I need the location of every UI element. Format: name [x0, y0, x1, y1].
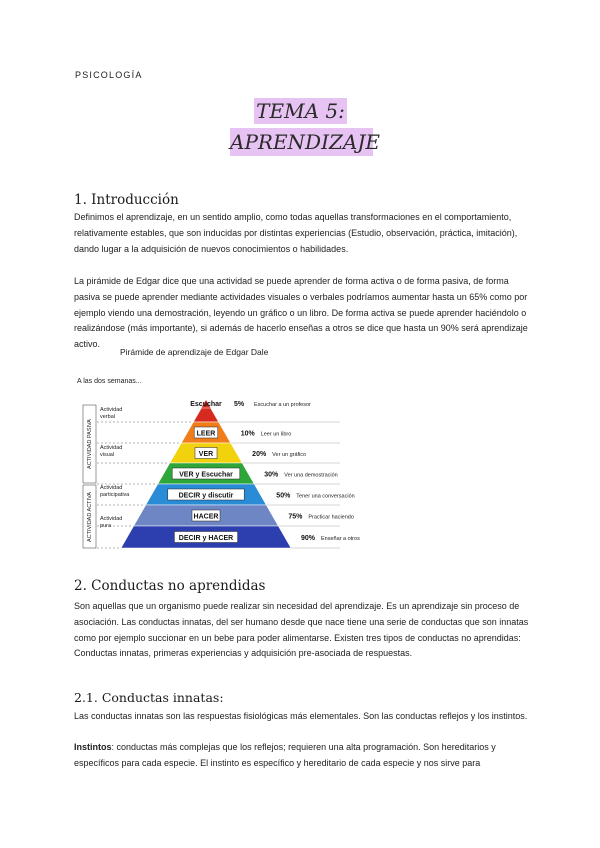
conductas-heading: 2. Conductas no aprendidas	[74, 578, 266, 594]
intro-paragraph-2: La pirámide de Edgar dice que una actividad se puede aprender de forma activa o de forma pasiva, de forma pasiva se puede aprender mediante actividades visuales o verbales podríamos aumentar hasta un 65% como por ejemplo viendo una demostración, leyendo un gráfico o un libro. De forma activa se puede aprender haciéndolo o realizándose (más importante), si además de hacerlo enseñas a otros se dice que hasta un 90% será aprendizaje activo.	[74, 276, 528, 350]
group-label-2: verbal	[100, 414, 115, 420]
level-percent: 10%	[240, 430, 255, 438]
level-label: Escuchar	[190, 401, 222, 408]
level-percent: 30%	[264, 471, 279, 479]
level-description: Enseñar a otros	[321, 536, 360, 542]
level-description: Leer un libro	[260, 431, 292, 438]
instintos-paragraph	[74, 740, 534, 772]
pyramid-band-1	[193, 408, 218, 422]
group-label: Actividad	[100, 516, 123, 522]
instintos-label: Instintos	[74, 742, 112, 752]
intro-paragraph-1: Definimos el aprendizaje, en un sentido amplio, como todas aquellas transformaciones en el comportamiento, relativamente estables, que son inducidas por distintas experiencias (Estudio, observación, práctica, imitación), dando lugar a la adquisición de nuevos conocimientos o habilidades.	[74, 212, 518, 254]
tema-title-box	[254, 98, 347, 124]
level-label: LEER	[196, 430, 216, 438]
level-percent: 90%	[301, 535, 316, 542]
level-description: Ver un gráfico	[272, 452, 307, 458]
instintos-text: : conductas más complejas que los reflejos; requieren una alta programación. Son hereditarios y específicos para cada especie. El instinto es específico y hereditario de cada especie y nos sirve para	[74, 742, 496, 768]
topic-title-box	[230, 128, 380, 156]
level-label: VER y Escuchar	[179, 471, 233, 479]
level-label: DECIR y HACER	[178, 535, 234, 542]
level-percent: 20%	[252, 451, 267, 458]
subject-header: PSICOLOGÍA	[75, 70, 143, 80]
level-description: Practicar haciendo	[308, 514, 354, 521]
topic-title: APRENDIZAJE	[230, 130, 380, 154]
level-label: HACER	[193, 513, 219, 521]
group-label-2: participativa	[100, 492, 130, 498]
level-description: Escuchar a un profesor	[254, 402, 311, 408]
group-label: Actividad	[100, 407, 123, 413]
side-label-passive: ACTIVIDAD PASIVA	[87, 419, 93, 469]
group-label: Actividad	[100, 485, 123, 491]
pyramid-shapes	[83, 400, 360, 548]
conductas-paragraph: Son aquellas que un organismo puede realizar sin necesidad del aprendizaje. Es un aprendizaje sin proceso de asociación. Las conductas innatas, del ser humano desde que nace tiene una serie de conductas que son innatas como por ejemplo succionar en un bebe para poder alimentarse. Existen tres tipos de conductas no aprendidas: Conductas innatas, primeras experiencias y adquisición pre-asociada de respuestas.	[74, 601, 529, 659]
level-label: DECIR y discutir	[178, 492, 234, 500]
intro-heading: 1. Introducción	[74, 192, 179, 208]
level-percent: 50%	[276, 492, 291, 500]
side-label-active: ACTIVIDAD ACTIVA	[87, 491, 93, 543]
group-label: Actividad	[100, 445, 123, 451]
group-label-2: pura	[100, 523, 112, 529]
innatas-heading: 2.1. Conductas innatas:	[74, 690, 224, 705]
edgar-dale-pyramid-figure	[75, 345, 375, 550]
tema-number: TEMA 5:	[256, 99, 345, 123]
level-description: Ver una demostración	[284, 472, 338, 479]
pyramid-title: Pirámide de aprendizaje de Edgar Dale	[120, 347, 269, 357]
pyramid-subtitle: A las dos semanas...	[77, 378, 142, 385]
level-percent: 5%	[234, 401, 245, 408]
level-percent: 75%	[288, 513, 303, 521]
pyramid-diagram	[75, 345, 375, 550]
innatas-paragraph: Las conductas innatas son las respuestas fisiológicas más elementales. Son las conductas reflejos y los instintos.	[74, 711, 528, 721]
level-label: VER	[198, 451, 214, 458]
group-label-2: visual	[100, 452, 115, 458]
level-description: Tener una conversación	[296, 493, 355, 500]
